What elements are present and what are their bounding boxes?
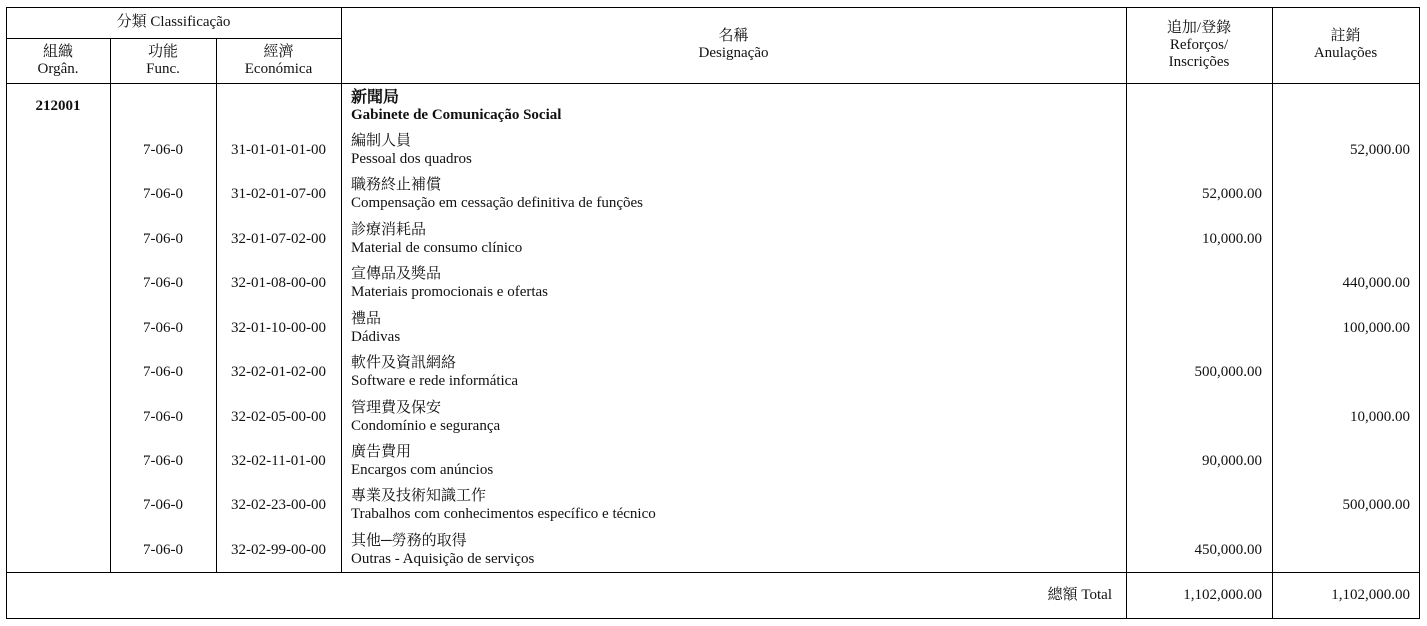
header-designation — [341, 7, 1126, 83]
row-econ: 32-02-05-00-00 — [231, 409, 326, 425]
row-econ: 32-02-23-00-00 — [231, 497, 326, 513]
total-reinforce: 1,102,000.00 — [1183, 587, 1262, 603]
row-reinforce: 90,000.00 — [1202, 453, 1262, 469]
header-organ-zh: 組織 — [42, 43, 73, 60]
row-cancel: 100,000.00 — [1342, 320, 1410, 336]
row-desc-zh: 廣告費用 — [351, 444, 412, 460]
col-line-func — [216, 38, 217, 573]
row-econ: 31-01-01-01-00 — [231, 142, 326, 158]
row-reinforce: 450,000.00 — [1194, 542, 1262, 558]
row-desc-zh: 其他─勞務的取得 — [351, 533, 467, 549]
header-func-zh: 功能 — [147, 43, 178, 60]
row-desc-pt: Material de consumo clínico — [351, 240, 523, 256]
header-reinforce-zh: 追加/登錄 — [1166, 19, 1232, 36]
row-cancel: 52,000.00 — [1350, 142, 1410, 158]
header-reinforce — [1126, 7, 1272, 83]
row-desc-pt: Trabalhos com conhecimentos específico e técnico — [351, 506, 656, 522]
header-bottom-border — [6, 83, 1420, 84]
row-desc-pt: Condomínio e segurança — [351, 418, 501, 434]
header-reinforce-pt1: Reforços/ — [1169, 36, 1229, 53]
row-cancel: 440,000.00 — [1342, 275, 1410, 291]
row-desc-zh: 編制人員 — [351, 133, 412, 149]
row-func: 7-06-0 — [143, 542, 183, 558]
row-econ: 32-02-11-01-00 — [231, 453, 326, 469]
row-func: 7-06-0 — [143, 275, 183, 291]
col-line-organ — [110, 38, 111, 573]
organ-code: 212001 — [35, 98, 81, 114]
row-desc-pt: Software e rede informática — [351, 373, 518, 389]
header-classification — [6, 7, 341, 38]
header-cancel — [1272, 7, 1419, 83]
header-organ-pt: Orgân. — [37, 60, 79, 77]
row-desc-pt: Dádivas — [351, 329, 401, 345]
row-desc-pt: Compensação em cessação definitiva de funções — [351, 195, 643, 211]
header-designation-pt: Designação — [698, 45, 769, 61]
row-desc-zh: 軟件及資訊網絡 — [351, 355, 457, 371]
organ-name-pt: Gabinete de Comunicação Social — [351, 107, 562, 123]
header-econ-pt: Económica — [244, 60, 313, 77]
header-reinforce-pt2: Inscrições — [1168, 53, 1230, 70]
header-cancel-zh: 註銷 — [1330, 28, 1361, 44]
row-cancel: 500,000.00 — [1342, 497, 1410, 513]
total-top-border — [6, 572, 1420, 573]
row-desc-zh: 禮品 — [351, 311, 382, 327]
row-econ: 31-02-01-07-00 — [231, 186, 326, 202]
row-cancel: 10,000.00 — [1350, 409, 1410, 425]
budget-table — [6, 7, 1420, 619]
organ-name-zh: 新聞局 — [351, 89, 400, 106]
col-line-designation — [1126, 7, 1127, 619]
row-econ: 32-02-01-02-00 — [231, 364, 326, 380]
row-func: 7-06-0 — [143, 409, 183, 425]
total-cancel: 1,102,000.00 — [1331, 587, 1410, 603]
row-desc-zh: 宣傳品及獎品 — [351, 266, 442, 282]
row-func: 7-06-0 — [143, 320, 183, 336]
header-econ — [216, 38, 341, 83]
col-line-econ — [341, 7, 342, 573]
row-desc-zh: 職務終止補償 — [351, 177, 442, 193]
row-econ: 32-01-07-02-00 — [231, 231, 326, 247]
row-reinforce: 52,000.00 — [1202, 186, 1262, 202]
row-desc-zh: 專業及技術知識工作 — [351, 488, 487, 504]
row-desc-pt: Outras - Aquisição de serviços — [351, 551, 535, 567]
row-econ: 32-02-99-00-00 — [231, 542, 326, 558]
col-line-right — [1419, 7, 1420, 619]
row-func: 7-06-0 — [143, 231, 183, 247]
header-classification-label: 分類 Classificação — [116, 14, 231, 30]
header-func-pt: Func. — [146, 60, 180, 77]
row-reinforce: 10,000.00 — [1202, 231, 1262, 247]
header-econ-zh: 經濟 — [263, 43, 294, 60]
header-func — [110, 38, 216, 83]
total-label: 總額 Total — [1047, 587, 1112, 603]
row-econ: 32-01-10-00-00 — [231, 320, 326, 336]
row-desc-zh: 診療消耗品 — [351, 222, 427, 238]
header-cancel-pt: Anulações — [1313, 45, 1378, 61]
row-econ: 32-01-08-00-00 — [231, 275, 326, 291]
row-func: 7-06-0 — [143, 453, 183, 469]
table-bottom-border — [6, 618, 1420, 619]
row-func: 7-06-0 — [143, 186, 183, 202]
row-func: 7-06-0 — [143, 497, 183, 513]
row-func: 7-06-0 — [143, 364, 183, 380]
row-func: 7-06-0 — [143, 142, 183, 158]
row-reinforce: 500,000.00 — [1194, 364, 1262, 380]
row-desc-pt: Pessoal dos quadros — [351, 151, 472, 167]
col-line-reinforce — [1272, 7, 1273, 619]
row-desc-pt: Encargos com anúncios — [351, 462, 494, 478]
header-organ — [6, 38, 110, 83]
row-desc-zh: 管理費及保安 — [351, 400, 442, 416]
header-designation-zh: 名稱 — [718, 28, 749, 44]
row-desc-pt: Materiais promocionais e ofertas — [351, 284, 549, 300]
